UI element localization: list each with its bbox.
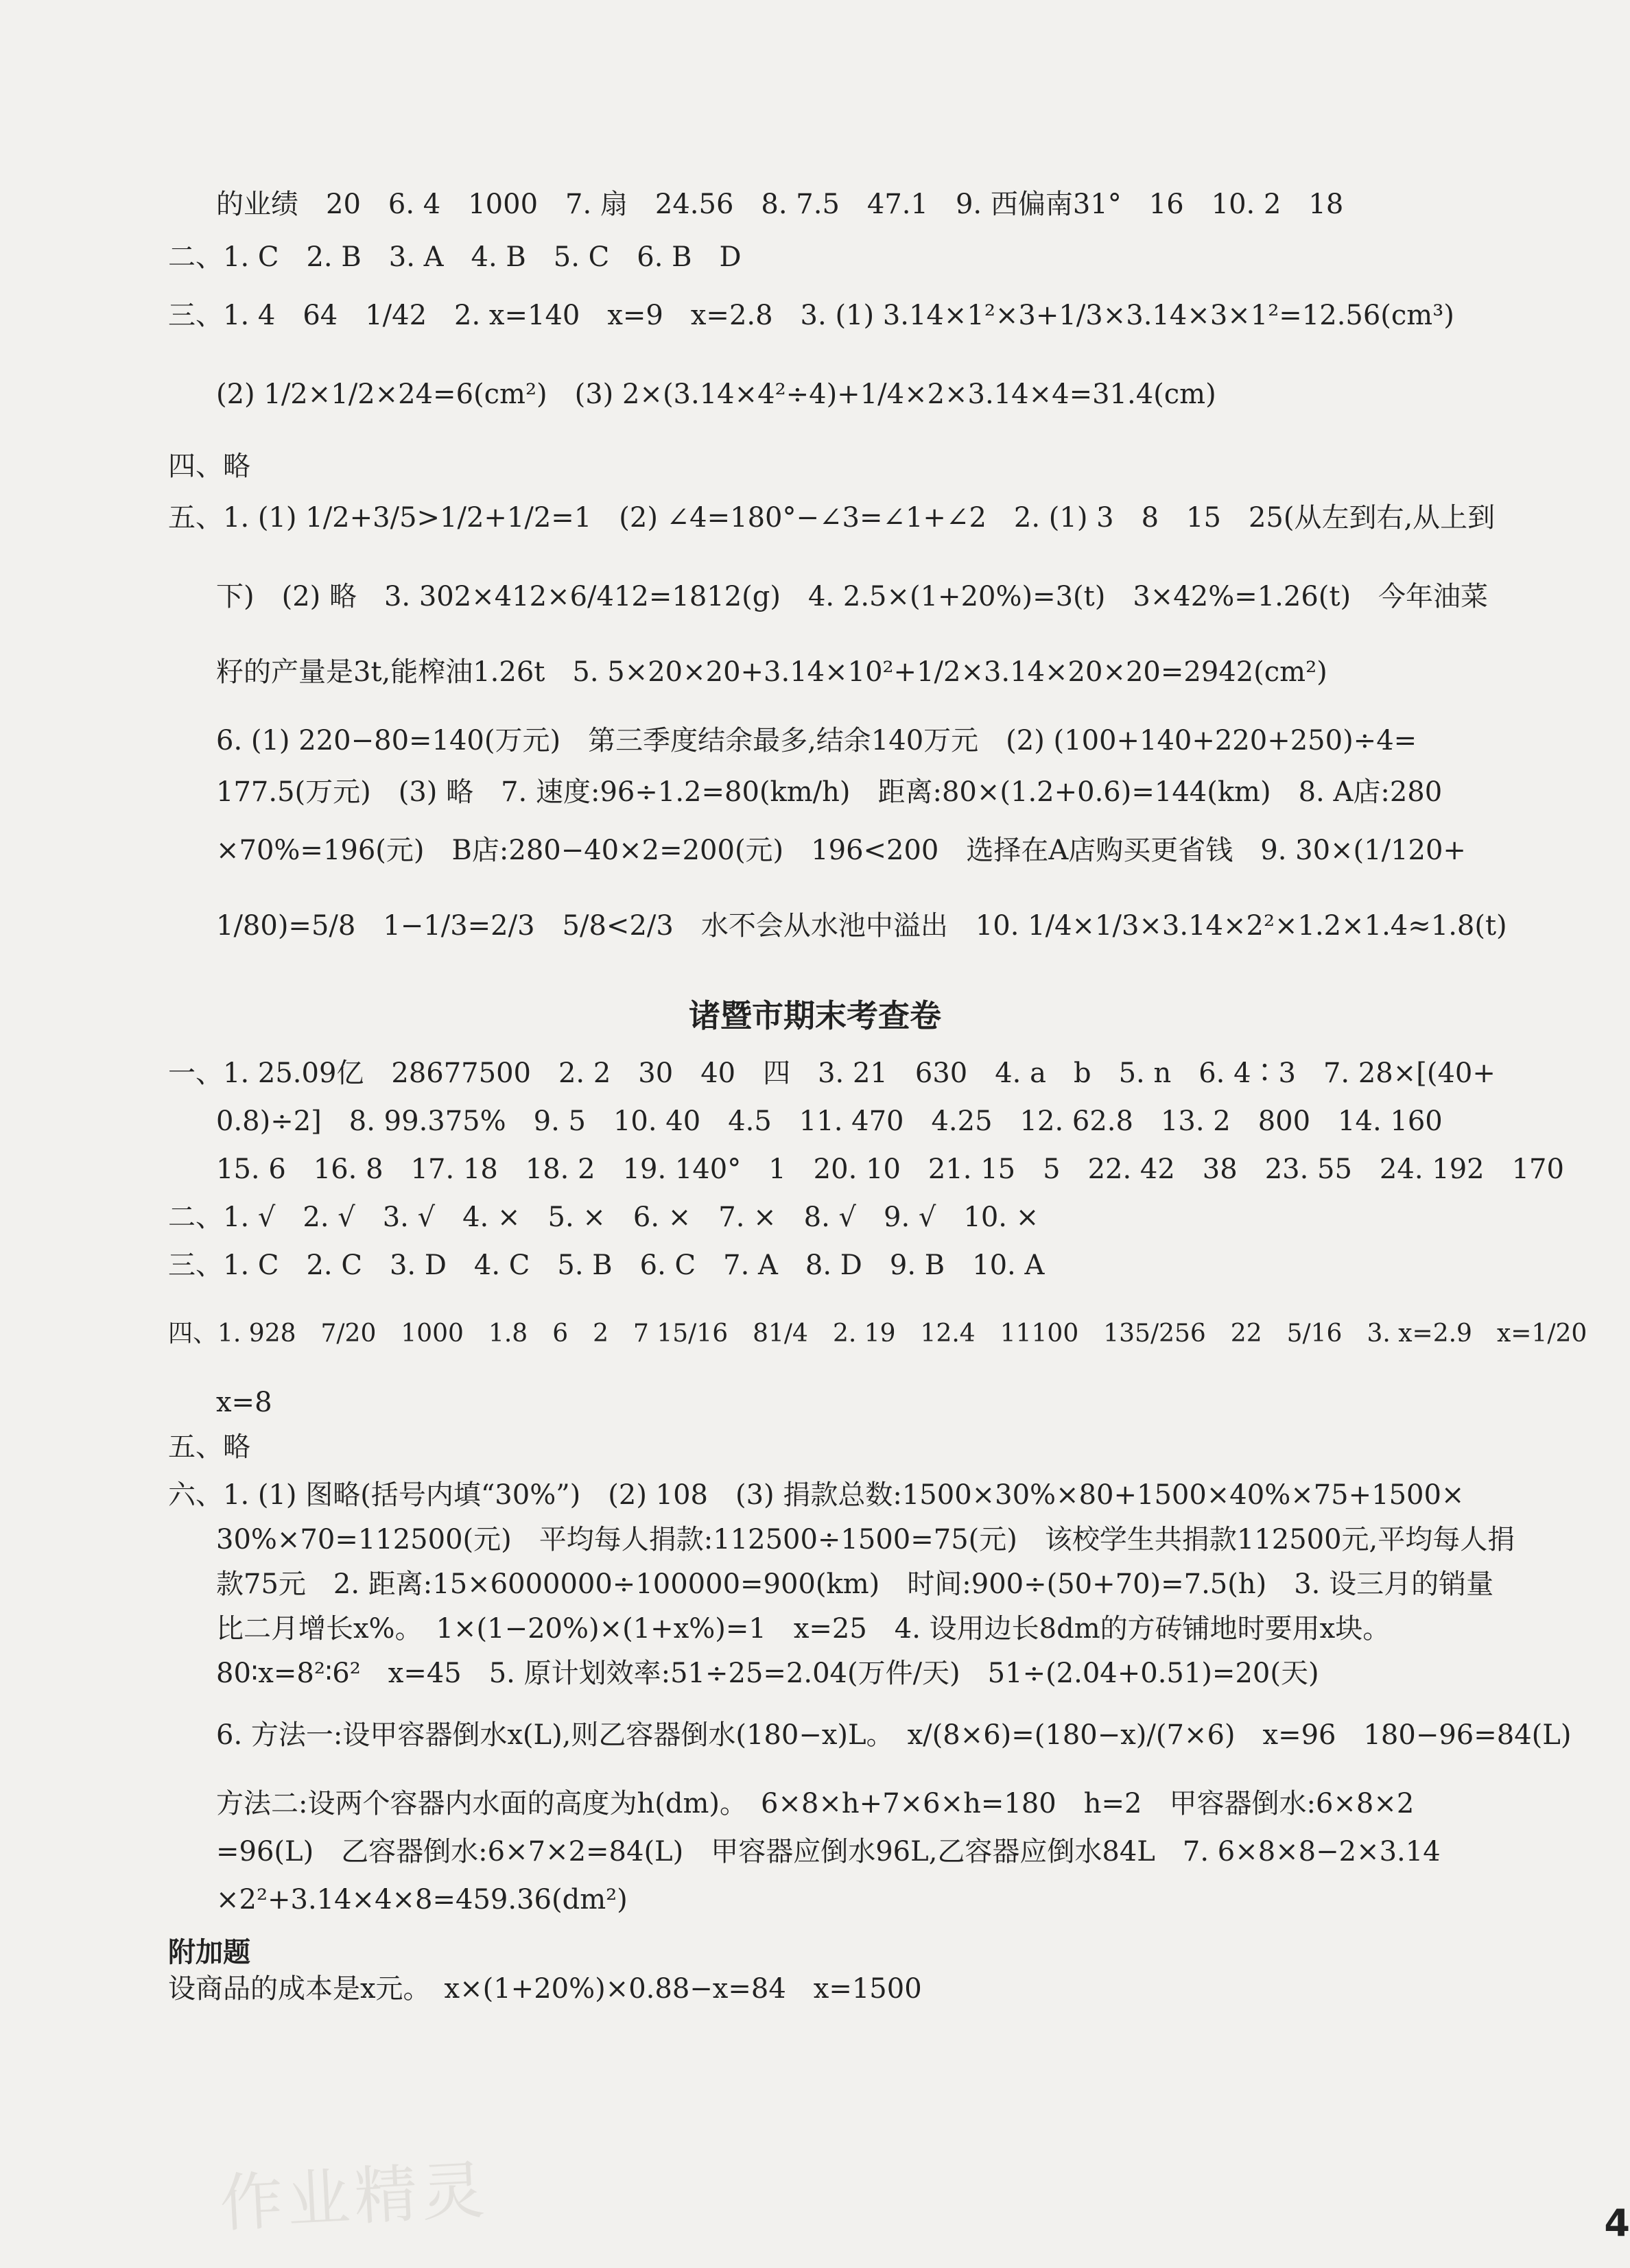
answer-line: 五、略: [168, 1431, 250, 1463]
exam-title: 诸暨市期末考查卷: [689, 997, 941, 1034]
answer-line: 177.5(万元) (3) 略 7. 速度:96÷1.2=80(km/h) 距离:80×(1.2+0.6)=144(km) 8. A店:280: [216, 776, 1443, 808]
answer-line: x=8: [216, 1387, 272, 1418]
answer-line: 80∶x=8²∶6² x=45 5. 原计划效率:51÷25=2.04(万件/天) 51÷(2.04+0.51)=20(天): [216, 1658, 1319, 1689]
answer-line: 下) (2) 略 3. 302×412×6/412=1812(g) 4. 2.5×(1+20%)=3(t) 3×42%=1.26(t) 今年油菜: [216, 581, 1489, 612]
answer-line: 15. 6 16. 8 17. 18 18. 2 19. 140° 1 20. 10 21. 15 5 22. 42 38 23. 55 24. 192 170: [216, 1154, 1564, 1185]
watermark: 作业精灵: [217, 2153, 491, 2241]
bonus-title: 附加题: [168, 1937, 250, 1968]
answer-line: 6. (1) 220−80=140(万元) 第三季度结余最多,结余140万元 (2) (100+140+220+250)÷4=: [216, 725, 1417, 756]
answer-line: ×70%=196(元) B店:280−40×2=200(元) 196<200 选择在A店购买更省钱 9. 30×(1/120+: [216, 835, 1466, 866]
answer-line: 二、1. √ 2. √ 3. √ 4. × 5. × 6. × 7. × 8. √ 9. √ 10. ×: [168, 1202, 1039, 1233]
answer-line: 四、1. 928 7/20 1000 1.8 6 2 7 15/16 81/4 2. 19 12.4 11100 135/256 22 5/16 3. x=2.9 x=1/20: [168, 1320, 1587, 1348]
answer-line: 三、1. 4 64 1/42 2. x=140 x=9 x=2.8 3. (1) 3.14×1²×3+1/3×3.14×3×1²=12.56(cm³): [168, 300, 1454, 331]
answer-line: 1/80)=5/8 1−1/3=2/3 5/8<2/3 水不会从水池中溢出 10. 1/4×1/3×3.14×2²×1.2×1.4≈1.8(t): [216, 910, 1507, 942]
answer-line: 方法二:设两个容器内水面的高度为h(dm)。 6×8×h+7×6×h=180 h=2 甲容器倒水:6×8×2: [216, 1788, 1415, 1819]
answer-line: 的业绩 20 6. 4 1000 7. 扇 24.56 8. 7.5 47.1 9. 西偏南31° 16 10. 2 18: [216, 189, 1344, 220]
answer-line: 0.8)÷2] 8. 99.375% 9. 5 10. 40 4.5 11. 470 4.25 12. 62.8 13. 2 800 14. 160: [216, 1106, 1443, 1137]
bonus-answer-line: 设商品的成本是x元。 x×(1+20%)×0.88−x=84 x=1500: [168, 1973, 922, 2005]
answer-line: 五、1. (1) 1/2+3/5>1/2+1/2=1 (2) ∠4=180°−∠3=∠1+∠2 2. (1) 3 8 15 25(从左到右,从上到: [168, 502, 1496, 534]
answer-line: 30%×70=112500(元) 平均每人捐款:112500÷1500=75(元) 该校学生共捐款112500元,平均每人捐: [216, 1524, 1515, 1555]
answer-line: 三、1. C 2. C 3. D 4. C 5. B 6. C 7. A 8. D 9. B 10. A: [168, 1250, 1045, 1281]
answer-line: 款75元 2. 距离:15×6000000÷100000=900(km) 时间:900÷(50+70)=7.5(h) 3. 设三月的销量: [216, 1568, 1494, 1600]
answer-line: =96(L) 乙容器倒水:6×7×2=84(L) 甲容器应倒水96L,乙容器应倒水84L 7. 6×8×8−2×3.14: [216, 1836, 1441, 1867]
answer-line: ×2²+3.14×4×8=459.36(dm²): [216, 1884, 628, 1915]
answer-line: 四、略: [168, 451, 250, 482]
answer-line: 一、1. 25.09亿 28677500 2. 2 30 40 四 3. 21 630 4. a b 5. n 6. 4∶3 7. 28×[(40+: [168, 1058, 1496, 1089]
answer-line: 比二月增长x%。 1×(1−20%)×(1+x%)=1 x=25 4. 设用边长8dm的方砖铺地时要用x块。: [216, 1613, 1391, 1645]
answer-line: 六、1. (1) 图略(括号内填“30%”) (2) 108 (3) 捐款总数:1500×30%×80+1500×40%×75+1500×: [168, 1479, 1465, 1511]
page-number: 4: [1604, 2201, 1630, 2245]
answer-line: 二、1. C 2. B 3. A 4. B 5. C 6. B D: [168, 241, 742, 273]
answer-line: (2) 1/2×1/2×24=6(cm²) (3) 2×(3.14×4²÷4)+1/4×2×3.14×4=31.4(cm): [216, 379, 1216, 410]
answer-line: 籽的产量是3t,能榨油1.26t 5. 5×20×20+3.14×10²+1/2×3.14×20×20=2942(cm²): [216, 656, 1327, 688]
answer-line: 6. 方法一:设甲容器倒水x(L),则乙容器倒水(180−x)L。 x/(8×6)=(180−x)/(7×6) x=96 180−96=84(L): [216, 1719, 1572, 1751]
